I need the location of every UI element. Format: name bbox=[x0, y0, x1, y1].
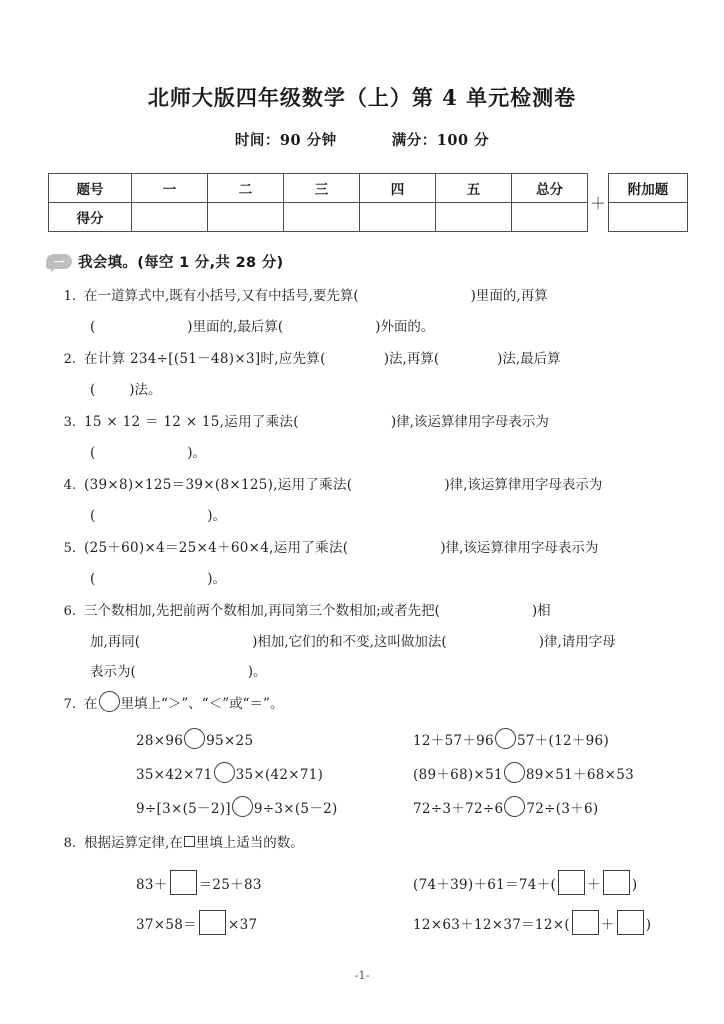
box-row bbox=[136, 905, 690, 945]
extra-header-row bbox=[609, 174, 688, 203]
compare-expression bbox=[413, 758, 690, 792]
compare-expression bbox=[413, 724, 690, 758]
score-header-cell: 四 bbox=[360, 174, 436, 203]
question-number: 2. bbox=[63, 352, 76, 367]
expression-prefix: (74＋39)＋61＝74＋( bbox=[413, 877, 557, 893]
score-blank-cell[interactable] bbox=[360, 203, 436, 232]
compare-grid bbox=[46, 724, 690, 826]
expression-left: 28×96 bbox=[136, 733, 184, 749]
question-6 bbox=[46, 596, 690, 687]
compare-circle-blank[interactable] bbox=[184, 728, 205, 749]
compare-circle-blank[interactable] bbox=[504, 796, 525, 817]
question-text: )律,该运算律用字母表示为 bbox=[390, 414, 549, 430]
questions-list bbox=[0, 281, 724, 945]
question-8 bbox=[46, 828, 690, 945]
question-line bbox=[46, 344, 690, 375]
expression-left: 72÷3＋72÷6 bbox=[413, 801, 504, 817]
score-table-area bbox=[0, 173, 724, 232]
expression-left: 35×42×71 bbox=[136, 767, 213, 783]
box-expression bbox=[136, 905, 413, 945]
score-header-cell: 二 bbox=[208, 174, 284, 203]
question-text: ( bbox=[90, 571, 96, 587]
page-title: 北师大版四年级数学（上）第 4 单元检测卷 bbox=[147, 85, 577, 110]
compare-circle-blank[interactable] bbox=[232, 796, 253, 817]
question-text: )法,最后算 bbox=[497, 351, 561, 367]
question-line bbox=[46, 501, 690, 531]
question-line bbox=[46, 281, 690, 312]
question-number: 4. bbox=[63, 478, 76, 493]
score-header-cell: 总分 bbox=[512, 174, 588, 203]
score-blank-cell[interactable] bbox=[132, 203, 208, 232]
score-table bbox=[48, 173, 588, 232]
score-header-cell: 五 bbox=[436, 174, 512, 203]
question-text: 在 bbox=[84, 696, 98, 712]
question-number: 7. bbox=[63, 697, 76, 712]
extra-header-cell: 附加题 bbox=[609, 174, 688, 203]
score-header-cell: 一 bbox=[132, 174, 208, 203]
question-text: 在计算 234÷[(51－48)×3]时,应先算( bbox=[84, 351, 326, 367]
score-blank-cell[interactable] bbox=[208, 203, 284, 232]
box-blank[interactable] bbox=[170, 870, 197, 895]
compare-circle-blank[interactable] bbox=[99, 691, 120, 712]
question-line bbox=[46, 627, 690, 657]
score-blank-cell[interactable] bbox=[284, 203, 360, 232]
expression-right: 57＋(12＋96) bbox=[516, 733, 610, 749]
question-text: )律,该运算律用字母表示为 bbox=[440, 540, 599, 556]
question-text: )相 bbox=[531, 603, 551, 619]
box-row bbox=[136, 865, 690, 905]
question-text: 根据运算定律,在 bbox=[84, 835, 183, 851]
score-header-cell: 题号 bbox=[49, 174, 132, 203]
compare-expression bbox=[136, 724, 413, 758]
plus-icon: ＋ bbox=[589, 194, 606, 213]
box-expression bbox=[413, 905, 690, 945]
section-heading bbox=[0, 251, 724, 272]
question-4 bbox=[46, 470, 690, 531]
score-blank-cell[interactable] bbox=[436, 203, 512, 232]
question-line bbox=[46, 407, 690, 438]
question-text: ( bbox=[90, 382, 96, 398]
question-line bbox=[46, 564, 690, 594]
compare-expression bbox=[136, 792, 413, 826]
expression-left: 12＋57＋96 bbox=[413, 733, 494, 749]
question-text: 加,再同( bbox=[90, 634, 141, 650]
question-number: 8. bbox=[63, 836, 76, 851]
question-text: )里面的,最后算( bbox=[187, 319, 284, 335]
box-blank[interactable] bbox=[199, 910, 226, 935]
expression-right: 89×51＋68×53 bbox=[525, 767, 635, 783]
question-3 bbox=[46, 407, 690, 468]
question-2 bbox=[46, 344, 690, 405]
extra-blank-cell[interactable] bbox=[609, 203, 688, 232]
expression-suffix: ＝25＋83 bbox=[198, 877, 262, 893]
expression-left: 9÷[3×(5－2)] bbox=[136, 801, 231, 817]
question-text: )相加,它们的和不变,这叫做加法( bbox=[252, 634, 447, 650]
compare-expression bbox=[413, 792, 690, 826]
question-text: )法。 bbox=[129, 382, 162, 398]
question-text: )里面的,再算 bbox=[470, 288, 548, 304]
compare-circle-blank[interactable] bbox=[495, 728, 516, 749]
question-text: ( bbox=[90, 319, 96, 335]
score-header-cell: 三 bbox=[284, 174, 360, 203]
expression-right: 35×(42×71) bbox=[235, 767, 324, 783]
score-table-header-row bbox=[49, 174, 588, 203]
extra-score-table bbox=[608, 173, 688, 232]
question-number: 5. bbox=[63, 541, 76, 556]
expression-prefix: 83＋ bbox=[136, 877, 168, 893]
question-text: )。 bbox=[187, 445, 207, 461]
section-marker-bubble: 一 bbox=[46, 254, 72, 269]
question-text: (25＋60)×4＝25×4＋60×4,运用了乘法( bbox=[84, 540, 349, 556]
question-line bbox=[46, 533, 690, 564]
question-line bbox=[46, 312, 690, 342]
expression-right: 95×25 bbox=[206, 733, 254, 749]
question-text: )。 bbox=[247, 664, 267, 680]
section-title: 我会填。(每空 1 分,共 28 分) bbox=[78, 255, 284, 271]
expression-right: 72÷(3＋6) bbox=[526, 801, 599, 817]
question-text: )法,再算( bbox=[383, 351, 440, 367]
question-text: )律,该运算律用字母表示为 bbox=[444, 477, 603, 493]
question-line bbox=[46, 596, 690, 627]
compare-circle-blank[interactable] bbox=[214, 762, 235, 783]
box-expression bbox=[136, 865, 413, 905]
question-text: 表示为( bbox=[90, 664, 136, 680]
question-7 bbox=[46, 689, 690, 826]
box-blank[interactable] bbox=[572, 910, 599, 935]
exam-meta bbox=[0, 112, 724, 150]
extra-value-row bbox=[609, 203, 688, 232]
expression-right: 9÷3×(5－2) bbox=[253, 801, 338, 817]
question-line bbox=[46, 828, 690, 859]
question-number: 6. bbox=[63, 604, 76, 619]
box-expression bbox=[413, 865, 690, 905]
question-text: 三个数相加,先把前两个数相加,再同第三个数相加;或者先把( bbox=[84, 603, 440, 619]
box-grid bbox=[46, 865, 690, 945]
question-text: )。 bbox=[207, 571, 227, 587]
expression-prefix: 12×63＋12×37＝12×( bbox=[413, 917, 570, 933]
box-blank[interactable] bbox=[558, 870, 585, 895]
question-5 bbox=[46, 533, 690, 594]
expression-mid: ＋ bbox=[587, 877, 601, 893]
question-text: )。 bbox=[207, 508, 227, 524]
question-line bbox=[46, 689, 690, 720]
question-line bbox=[46, 438, 690, 468]
box-blank[interactable] bbox=[617, 910, 644, 935]
question-text: ( bbox=[90, 508, 96, 524]
question-text: ( bbox=[90, 445, 96, 461]
expression-suffix: ) bbox=[645, 917, 652, 933]
question-line bbox=[46, 375, 690, 405]
question-text: 里填上“＞”、“＜”或“＝”。 bbox=[120, 696, 284, 712]
question-line bbox=[46, 470, 690, 501]
expression-prefix: 37×58＝ bbox=[136, 917, 197, 933]
score-table-value-row bbox=[49, 203, 588, 232]
question-text: 在一道算式中,既有小括号,又有中括号,要先算( bbox=[84, 288, 359, 304]
question-text: )律,请用字母 bbox=[538, 634, 616, 650]
question-text: )外面的。 bbox=[375, 319, 435, 335]
question-line bbox=[46, 657, 690, 687]
total-score: 满分：100 分 bbox=[391, 132, 490, 149]
question-1 bbox=[46, 281, 690, 342]
compare-circle-blank[interactable] bbox=[504, 762, 525, 783]
question-text: (39×8)×125＝39×(8×125),运用了乘法( bbox=[84, 477, 353, 493]
compare-row bbox=[136, 792, 690, 826]
square-blank-icon bbox=[184, 836, 195, 847]
page-number: -1- bbox=[354, 968, 370, 982]
compare-expression bbox=[136, 758, 413, 792]
question-text: 里填上适当的数。 bbox=[195, 835, 304, 851]
question-number: 1. bbox=[63, 289, 76, 304]
compare-row bbox=[136, 758, 690, 792]
box-blank[interactable] bbox=[603, 870, 630, 895]
question-number: 3. bbox=[63, 415, 76, 430]
expression-suffix: ×37 bbox=[227, 917, 258, 933]
compare-row bbox=[136, 724, 690, 758]
score-row-label: 得分 bbox=[49, 203, 132, 232]
question-text: 15 × 12 ＝ 12 × 15,运用了乘法( bbox=[84, 414, 299, 430]
expression-mid: ＋ bbox=[600, 917, 615, 933]
score-blank-cell[interactable] bbox=[512, 203, 588, 232]
expression-left: (89＋68)×51 bbox=[413, 767, 503, 783]
expression-suffix: ) bbox=[631, 877, 638, 893]
time-limit: 时间：90 分钟 bbox=[234, 132, 337, 149]
